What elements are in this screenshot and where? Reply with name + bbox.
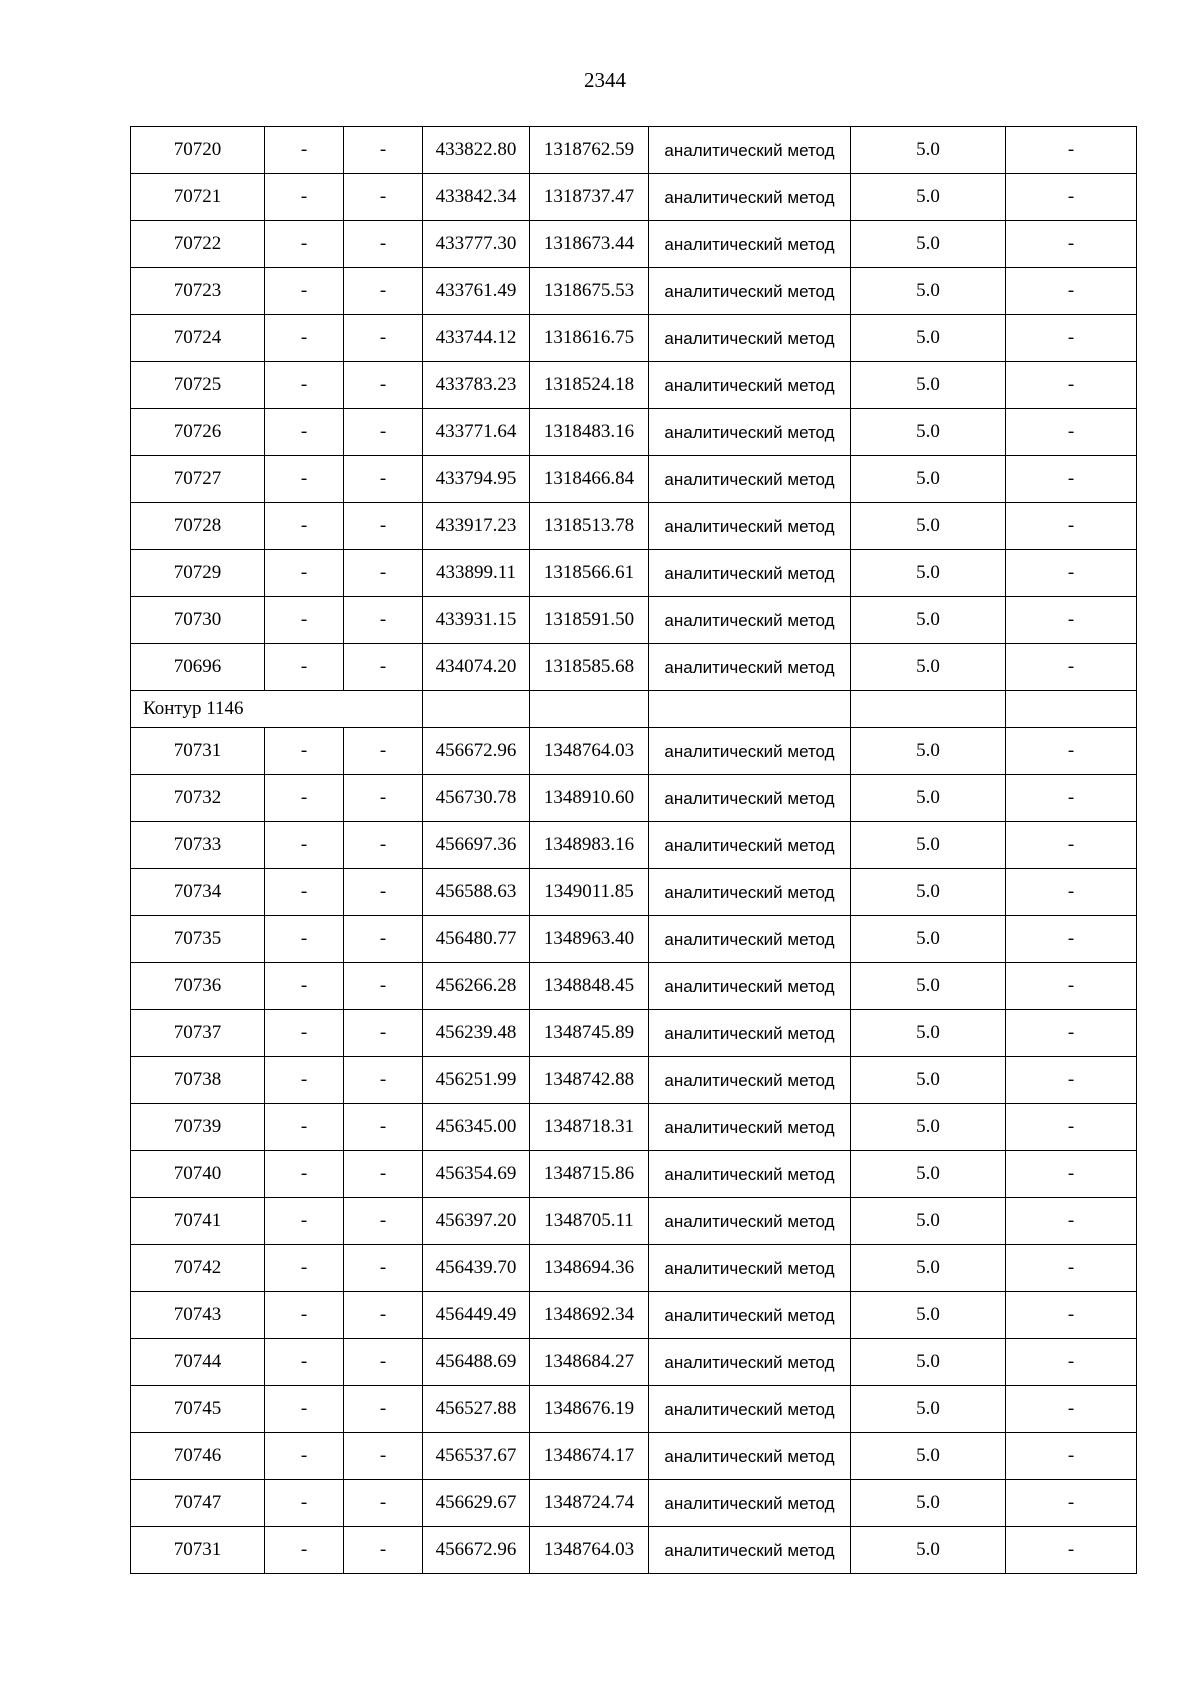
dash-cell: -: [1006, 1010, 1137, 1057]
point-id-cell: 70729: [131, 550, 265, 597]
dash-cell: -: [265, 597, 344, 644]
table-row: [131, 409, 1137, 456]
table-row: [131, 597, 1137, 644]
dash-cell: -: [1006, 644, 1137, 691]
dash-cell: -: [265, 1527, 344, 1574]
table-row: [131, 1010, 1137, 1057]
accuracy-cell: 5.0: [851, 409, 1006, 456]
point-id-cell: 70736: [131, 963, 265, 1010]
point-id-cell: 70723: [131, 268, 265, 315]
accuracy-cell: 5.0: [851, 963, 1006, 1010]
dash-cell: -: [344, 916, 423, 963]
method-cell: аналитический метод: [649, 362, 851, 409]
x-coordinate-cell: 456488.69: [423, 1339, 530, 1386]
x-coordinate-cell: 456672.96: [423, 1527, 530, 1574]
x-coordinate-cell: 456397.20: [423, 1198, 530, 1245]
y-coordinate-cell: 1318513.78: [530, 503, 649, 550]
x-coordinate-cell: 433783.23: [423, 362, 530, 409]
table-row: [131, 916, 1137, 963]
x-coordinate-cell: 456480.77: [423, 916, 530, 963]
x-coordinate-cell: 433744.12: [423, 315, 530, 362]
point-id-cell: 70730: [131, 597, 265, 644]
method-cell: аналитический метод: [649, 174, 851, 221]
table-row: [131, 1151, 1137, 1198]
table-row: [131, 1245, 1137, 1292]
empty-cell: [1006, 691, 1137, 728]
dash-cell: -: [344, 409, 423, 456]
accuracy-cell: 5.0: [851, 1010, 1006, 1057]
table-row: [131, 1527, 1137, 1574]
table-row: [131, 1339, 1137, 1386]
dash-cell: -: [344, 503, 423, 550]
accuracy-cell: 5.0: [851, 1198, 1006, 1245]
y-coordinate-cell: 1348674.17: [530, 1433, 649, 1480]
method-cell: аналитический метод: [649, 1433, 851, 1480]
dash-cell: -: [265, 1010, 344, 1057]
point-id-cell: 70726: [131, 409, 265, 456]
dash-cell: -: [1006, 503, 1137, 550]
y-coordinate-cell: 1348724.74: [530, 1480, 649, 1527]
dash-cell: -: [344, 728, 423, 775]
accuracy-cell: 5.0: [851, 127, 1006, 174]
x-coordinate-cell: 433771.64: [423, 409, 530, 456]
y-coordinate-cell: 1348848.45: [530, 963, 649, 1010]
y-coordinate-cell: 1349011.85: [530, 869, 649, 916]
table-row: [131, 1386, 1137, 1433]
y-coordinate-cell: 1348742.88: [530, 1057, 649, 1104]
x-coordinate-cell: 433822.80: [423, 127, 530, 174]
table-row: [131, 963, 1137, 1010]
table-row: [131, 1104, 1137, 1151]
dash-cell: -: [344, 644, 423, 691]
dash-cell: -: [344, 597, 423, 644]
dash-cell: -: [1006, 127, 1137, 174]
dash-cell: -: [265, 1386, 344, 1433]
method-cell: аналитический метод: [649, 1527, 851, 1574]
dash-cell: -: [1006, 1527, 1137, 1574]
dash-cell: -: [1006, 268, 1137, 315]
y-coordinate-cell: 1348715.86: [530, 1151, 649, 1198]
x-coordinate-cell: 434074.20: [423, 644, 530, 691]
x-coordinate-cell: 433842.34: [423, 174, 530, 221]
dash-cell: -: [265, 1480, 344, 1527]
dash-cell: -: [265, 221, 344, 268]
dash-cell: -: [265, 268, 344, 315]
y-coordinate-cell: 1318566.61: [530, 550, 649, 597]
accuracy-cell: 5.0: [851, 1386, 1006, 1433]
accuracy-cell: 5.0: [851, 728, 1006, 775]
method-cell: аналитический метод: [649, 728, 851, 775]
method-cell: аналитический метод: [649, 268, 851, 315]
dash-cell: -: [265, 1151, 344, 1198]
accuracy-cell: 5.0: [851, 503, 1006, 550]
table-row: [131, 1433, 1137, 1480]
x-coordinate-cell: 456239.48: [423, 1010, 530, 1057]
accuracy-cell: 5.0: [851, 644, 1006, 691]
y-coordinate-cell: 1348910.60: [530, 775, 649, 822]
y-coordinate-cell: 1318466.84: [530, 456, 649, 503]
dash-cell: -: [265, 869, 344, 916]
dash-cell: -: [1006, 315, 1137, 362]
dash-cell: -: [344, 963, 423, 1010]
dash-cell: -: [1006, 869, 1137, 916]
dash-cell: -: [1006, 1057, 1137, 1104]
dash-cell: -: [1006, 775, 1137, 822]
method-cell: аналитический метод: [649, 1339, 851, 1386]
y-coordinate-cell: 1348684.27: [530, 1339, 649, 1386]
accuracy-cell: 5.0: [851, 221, 1006, 268]
dash-cell: -: [265, 1198, 344, 1245]
point-id-cell: 70745: [131, 1386, 265, 1433]
contour-label: Контур 1146: [131, 691, 423, 728]
dash-cell: -: [1006, 916, 1137, 963]
dash-cell: -: [344, 869, 423, 916]
dash-cell: -: [344, 174, 423, 221]
point-id-cell: 70739: [131, 1104, 265, 1151]
method-cell: аналитический метод: [649, 409, 851, 456]
accuracy-cell: 5.0: [851, 362, 1006, 409]
empty-cell: [530, 691, 649, 728]
y-coordinate-cell: 1318762.59: [530, 127, 649, 174]
x-coordinate-cell: 456697.36: [423, 822, 530, 869]
dash-cell: -: [1006, 597, 1137, 644]
dash-cell: -: [265, 728, 344, 775]
dash-cell: -: [344, 268, 423, 315]
dash-cell: -: [344, 1480, 423, 1527]
table-row: [131, 1292, 1137, 1339]
dash-cell: -: [1006, 456, 1137, 503]
point-id-cell: 70720: [131, 127, 265, 174]
y-coordinate-cell: 1318616.75: [530, 315, 649, 362]
dash-cell: -: [265, 550, 344, 597]
empty-cell: [851, 691, 1006, 728]
table-row: [131, 362, 1137, 409]
dash-cell: -: [265, 775, 344, 822]
dash-cell: -: [1006, 1245, 1137, 1292]
dash-cell: -: [1006, 963, 1137, 1010]
dash-cell: -: [1006, 174, 1137, 221]
point-id-cell: 70696: [131, 644, 265, 691]
point-id-cell: 70740: [131, 1151, 265, 1198]
accuracy-cell: 5.0: [851, 1245, 1006, 1292]
table-row: [131, 822, 1137, 869]
table-row: [131, 503, 1137, 550]
point-id-cell: 70741: [131, 1198, 265, 1245]
method-cell: аналитический метод: [649, 1198, 851, 1245]
method-cell: аналитический метод: [649, 1292, 851, 1339]
method-cell: аналитический метод: [649, 775, 851, 822]
dash-cell: -: [265, 1245, 344, 1292]
dash-cell: -: [344, 362, 423, 409]
y-coordinate-cell: 1318483.16: [530, 409, 649, 456]
method-cell: аналитический метод: [649, 869, 851, 916]
accuracy-cell: 5.0: [851, 1433, 1006, 1480]
x-coordinate-cell: 456251.99: [423, 1057, 530, 1104]
y-coordinate-cell: 1348718.31: [530, 1104, 649, 1151]
dash-cell: -: [265, 1104, 344, 1151]
accuracy-cell: 5.0: [851, 1104, 1006, 1151]
x-coordinate-cell: 456266.28: [423, 963, 530, 1010]
point-id-cell: 70735: [131, 916, 265, 963]
dash-cell: -: [344, 1433, 423, 1480]
method-cell: аналитический метод: [649, 503, 851, 550]
dash-cell: -: [1006, 1151, 1137, 1198]
accuracy-cell: 5.0: [851, 1292, 1006, 1339]
y-coordinate-cell: 1348963.40: [530, 916, 649, 963]
dash-cell: -: [265, 1433, 344, 1480]
point-id-cell: 70743: [131, 1292, 265, 1339]
x-coordinate-cell: 456527.88: [423, 1386, 530, 1433]
dash-cell: -: [1006, 221, 1137, 268]
point-id-cell: 70728: [131, 503, 265, 550]
accuracy-cell: 5.0: [851, 268, 1006, 315]
accuracy-cell: 5.0: [851, 775, 1006, 822]
y-coordinate-cell: 1348694.36: [530, 1245, 649, 1292]
accuracy-cell: 5.0: [851, 597, 1006, 644]
point-id-cell: 70737: [131, 1010, 265, 1057]
dash-cell: -: [344, 1198, 423, 1245]
table-row: [131, 1198, 1137, 1245]
accuracy-cell: 5.0: [851, 916, 1006, 963]
dash-cell: -: [1006, 1433, 1137, 1480]
point-id-cell: 70722: [131, 221, 265, 268]
dash-cell: -: [1006, 1292, 1137, 1339]
dash-cell: -: [265, 409, 344, 456]
dash-cell: -: [344, 1057, 423, 1104]
dash-cell: -: [344, 1386, 423, 1433]
dash-cell: -: [344, 1151, 423, 1198]
y-coordinate-cell: 1318675.53: [530, 268, 649, 315]
accuracy-cell: 5.0: [851, 1057, 1006, 1104]
dash-cell: -: [344, 1292, 423, 1339]
x-coordinate-cell: 456345.00: [423, 1104, 530, 1151]
x-coordinate-cell: 456588.63: [423, 869, 530, 916]
method-cell: аналитический метод: [649, 221, 851, 268]
method-cell: аналитический метод: [649, 597, 851, 644]
table-row: [131, 127, 1137, 174]
dash-cell: -: [344, 775, 423, 822]
y-coordinate-cell: 1318737.47: [530, 174, 649, 221]
dash-cell: -: [1006, 550, 1137, 597]
dash-cell: -: [1006, 1104, 1137, 1151]
point-id-cell: 70747: [131, 1480, 265, 1527]
dash-cell: -: [1006, 1386, 1137, 1433]
method-cell: аналитический метод: [649, 1057, 851, 1104]
accuracy-cell: 5.0: [851, 315, 1006, 362]
dash-cell: -: [344, 1104, 423, 1151]
contour-header-row: [131, 691, 1137, 728]
x-coordinate-cell: 433917.23: [423, 503, 530, 550]
x-coordinate-cell: 456537.67: [423, 1433, 530, 1480]
accuracy-cell: 5.0: [851, 550, 1006, 597]
dash-cell: -: [265, 1057, 344, 1104]
dash-cell: -: [265, 174, 344, 221]
y-coordinate-cell: 1348705.11: [530, 1198, 649, 1245]
table-row: [131, 869, 1137, 916]
dash-cell: -: [1006, 1339, 1137, 1386]
point-id-cell: 70742: [131, 1245, 265, 1292]
dash-cell: -: [265, 362, 344, 409]
method-cell: аналитический метод: [649, 916, 851, 963]
accuracy-cell: 5.0: [851, 1151, 1006, 1198]
method-cell: аналитический метод: [649, 1151, 851, 1198]
x-coordinate-cell: 433899.11: [423, 550, 530, 597]
dash-cell: -: [344, 221, 423, 268]
x-coordinate-cell: 433794.95: [423, 456, 530, 503]
empty-cell: [423, 691, 530, 728]
method-cell: аналитический метод: [649, 1245, 851, 1292]
method-cell: аналитический метод: [649, 127, 851, 174]
point-id-cell: 70733: [131, 822, 265, 869]
point-id-cell: 70744: [131, 1339, 265, 1386]
accuracy-cell: 5.0: [851, 456, 1006, 503]
table-row: [131, 1057, 1137, 1104]
y-coordinate-cell: 1348692.34: [530, 1292, 649, 1339]
dash-cell: -: [1006, 1198, 1137, 1245]
accuracy-cell: 5.0: [851, 1527, 1006, 1574]
method-cell: аналитический метод: [649, 456, 851, 503]
dash-cell: -: [1006, 1480, 1137, 1527]
x-coordinate-cell: 433777.30: [423, 221, 530, 268]
dash-cell: -: [344, 456, 423, 503]
method-cell: аналитический метод: [649, 1104, 851, 1151]
dash-cell: -: [265, 1292, 344, 1339]
accuracy-cell: 5.0: [851, 1339, 1006, 1386]
y-coordinate-cell: 1348764.03: [530, 728, 649, 775]
x-coordinate-cell: 433931.15: [423, 597, 530, 644]
y-coordinate-cell: 1318585.68: [530, 644, 649, 691]
dash-cell: -: [265, 456, 344, 503]
dash-cell: -: [344, 550, 423, 597]
method-cell: аналитический метод: [649, 1480, 851, 1527]
table-body: [131, 127, 1137, 1574]
point-id-cell: 70725: [131, 362, 265, 409]
point-id-cell: 70738: [131, 1057, 265, 1104]
point-id-cell: 70721: [131, 174, 265, 221]
dash-cell: -: [265, 644, 344, 691]
table-row: [131, 775, 1137, 822]
accuracy-cell: 5.0: [851, 822, 1006, 869]
table-row: [131, 1480, 1137, 1527]
dash-cell: -: [1006, 409, 1137, 456]
table-row: [131, 315, 1137, 362]
dash-cell: -: [265, 822, 344, 869]
dash-cell: -: [344, 1339, 423, 1386]
table-row: [131, 550, 1137, 597]
method-cell: аналитический метод: [649, 963, 851, 1010]
y-coordinate-cell: 1318591.50: [530, 597, 649, 644]
accuracy-cell: 5.0: [851, 869, 1006, 916]
dash-cell: -: [344, 1527, 423, 1574]
x-coordinate-cell: 456629.67: [423, 1480, 530, 1527]
y-coordinate-cell: 1348745.89: [530, 1010, 649, 1057]
dash-cell: -: [344, 127, 423, 174]
y-coordinate-cell: 1348676.19: [530, 1386, 649, 1433]
dash-cell: -: [1006, 728, 1137, 775]
table-row: [131, 728, 1137, 775]
dash-cell: -: [1006, 362, 1137, 409]
method-cell: аналитический метод: [649, 550, 851, 597]
y-coordinate-cell: 1348764.03: [530, 1527, 649, 1574]
x-coordinate-cell: 456672.96: [423, 728, 530, 775]
table-row: [131, 456, 1137, 503]
point-id-cell: 70727: [131, 456, 265, 503]
point-id-cell: 70734: [131, 869, 265, 916]
dash-cell: -: [265, 916, 344, 963]
table-row: [131, 221, 1137, 268]
accuracy-cell: 5.0: [851, 174, 1006, 221]
x-coordinate-cell: 456449.49: [423, 1292, 530, 1339]
dash-cell: -: [344, 1010, 423, 1057]
x-coordinate-cell: 433761.49: [423, 268, 530, 315]
method-cell: аналитический метод: [649, 644, 851, 691]
page-number: 2344: [584, 68, 626, 92]
x-coordinate-cell: 456439.70: [423, 1245, 530, 1292]
point-id-cell: 70731: [131, 728, 265, 775]
dash-cell: -: [265, 963, 344, 1010]
coordinates-table: [130, 126, 1137, 1574]
y-coordinate-cell: 1318673.44: [530, 221, 649, 268]
method-cell: аналитический метод: [649, 1010, 851, 1057]
table-row: [131, 268, 1137, 315]
method-cell: аналитический метод: [649, 822, 851, 869]
table-row: [131, 174, 1137, 221]
dash-cell: -: [344, 1245, 423, 1292]
method-cell: аналитический метод: [649, 1386, 851, 1433]
dash-cell: -: [265, 315, 344, 362]
empty-cell: [649, 691, 851, 728]
table-row: [131, 644, 1137, 691]
dash-cell: -: [265, 503, 344, 550]
y-coordinate-cell: 1348983.16: [530, 822, 649, 869]
dash-cell: -: [344, 315, 423, 362]
dash-cell: -: [1006, 822, 1137, 869]
x-coordinate-cell: 456354.69: [423, 1151, 530, 1198]
x-coordinate-cell: 456730.78: [423, 775, 530, 822]
y-coordinate-cell: 1318524.18: [530, 362, 649, 409]
point-id-cell: 70724: [131, 315, 265, 362]
point-id-cell: 70732: [131, 775, 265, 822]
dash-cell: -: [265, 1339, 344, 1386]
dash-cell: -: [265, 127, 344, 174]
method-cell: аналитический метод: [649, 315, 851, 362]
point-id-cell: 70746: [131, 1433, 265, 1480]
accuracy-cell: 5.0: [851, 1480, 1006, 1527]
dash-cell: -: [344, 822, 423, 869]
point-id-cell: 70731: [131, 1527, 265, 1574]
